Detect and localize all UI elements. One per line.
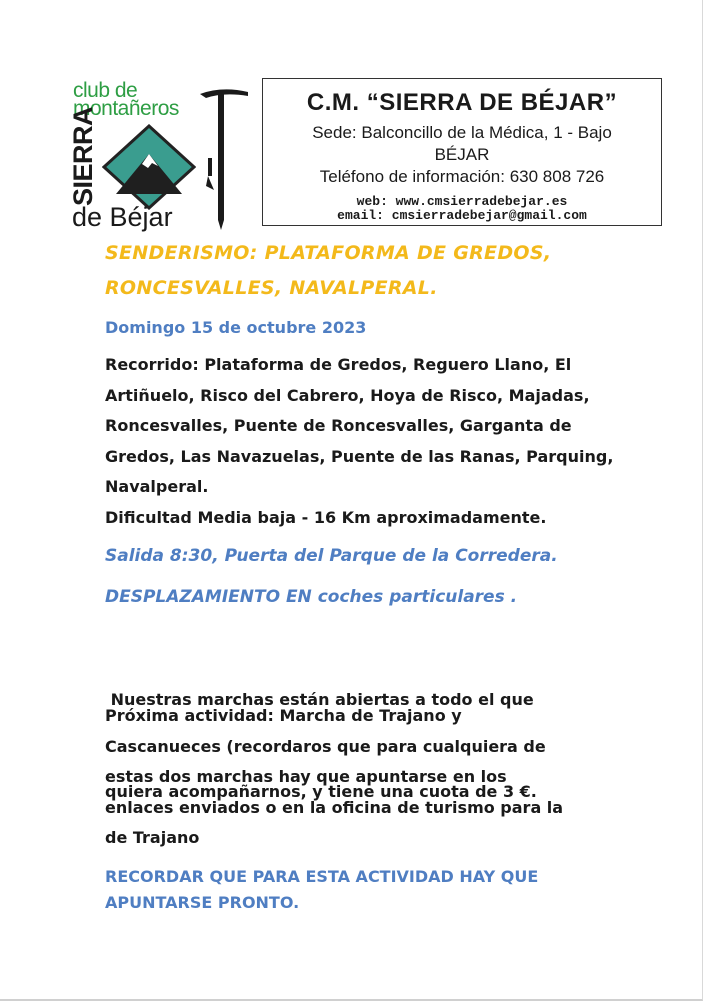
club-web: web: www.cmsierradebejar.es	[356, 194, 568, 209]
club-logo	[66, 74, 256, 234]
logo-club-text: club de	[73, 79, 138, 102]
event-title-line-2: RONCESVALLES, NAVALPERAL.	[105, 277, 438, 299]
reminder	[105, 864, 645, 916]
club-city: BÉJAR	[434, 145, 490, 164]
next-activity-line: Próxima actividad: Marcha de Trajano y	[105, 706, 462, 725]
route-line: Artiñuelo, Risco del Cabrero, Hoya de Risco, Majadas,	[105, 385, 590, 405]
next-activity-line: enlaces enviados o en la oficina de turismo para la	[105, 797, 564, 817]
club-info-box	[262, 78, 662, 226]
route-line: Navalperal.	[105, 477, 209, 496]
club-email: email: cmsierradebejar@gmail.com	[337, 208, 587, 223]
next-activity-line: de Trajano	[105, 828, 200, 847]
fee-line: Nuestras marchas están abiertas a todo el que	[105, 690, 534, 709]
event-difficulty: Dificultad Media baja - 16 Km aproximadamente.	[105, 508, 547, 527]
reminder-line: RECORDAR QUE PARA ESTA ACTIVIDAD HAY QUE	[105, 867, 539, 886]
fee-line: quiera acompañarnos, y tiene una cuota de 3 €.	[105, 781, 537, 801]
next-activity-line: estas dos marchas hay que apuntarse en los	[105, 767, 507, 786]
route-line: Roncesvalles, Puente de Roncesvalles, Garganta de	[105, 416, 572, 435]
reminder-line: APUNTARSE PRONTO.	[105, 893, 300, 912]
event-route	[105, 350, 645, 503]
club-address: Sede: Balconcillo de la Médica, 1 - Bajo	[312, 123, 612, 142]
route-line: Gredos, Las Navazuelas, Puente de las Ranas, Parquing,	[105, 446, 614, 466]
ice-axe-icon	[196, 80, 252, 230]
logo-montaneros-text: montañeros	[73, 97, 179, 120]
next-activity	[105, 701, 645, 854]
club-name: C.M. “SIERRA DE BÉJAR”	[306, 89, 618, 116]
route-line: Recorrido: Plataforma de Gredos, Reguero Llano, El	[105, 355, 572, 374]
next-activity-line: Cascanueces (recordaros que para cualquiera de	[105, 736, 546, 756]
club-phone: Teléfono de información: 630 808 726	[319, 167, 605, 186]
mountain-icon	[102, 124, 196, 210]
logo-bejar-text: de Béjar	[72, 202, 173, 232]
event-transport: DESPLAZAMIENTO EN coches particulares .	[105, 587, 518, 607]
event-title-line-1: SENDERISMO: PLATAFORMA DE GREDOS,	[105, 242, 552, 264]
logo-sierra-text: SIERRA	[68, 106, 98, 206]
event-date: Domingo 15 de octubre 2023	[105, 318, 367, 337]
event-departure: Salida 8:30, Puerta del Parque de la Corredera.	[105, 546, 558, 566]
